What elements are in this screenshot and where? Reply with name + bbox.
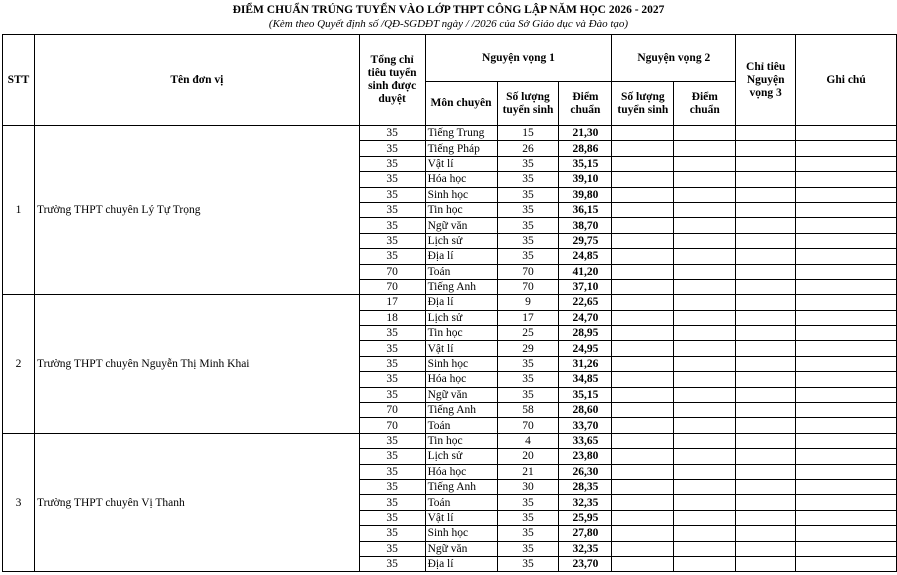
header-note: Ghi chú — [796, 35, 897, 126]
score-cell: 32,35 — [559, 541, 612, 556]
header-total-quota: Tổng chỉ tiêu tuyển sinh được duyệt — [359, 35, 425, 126]
score-wish-2-cell — [674, 126, 736, 141]
total-quota-cell: 35 — [359, 341, 425, 356]
total-quota-cell: 35 — [359, 141, 425, 156]
header-subject: Môn chuyên — [425, 82, 497, 126]
total-quota-cell: 35 — [359, 233, 425, 248]
total-quota-cell: 35 — [359, 156, 425, 171]
score-wish-2-cell — [674, 218, 736, 233]
total-quota-cell: 35 — [359, 126, 425, 141]
total-quota-cell: 35 — [359, 326, 425, 341]
score-wish-2-cell — [674, 264, 736, 279]
wish-3-quota-cell — [736, 526, 796, 541]
note-cell — [796, 556, 897, 571]
score-cell: 23,70 — [559, 556, 612, 571]
total-quota-cell: 35 — [359, 172, 425, 187]
wish-3-quota-cell — [736, 464, 796, 479]
count-wish-2-cell — [612, 556, 674, 571]
score-wish-2-cell — [674, 403, 736, 418]
score-cell: 35,15 — [559, 387, 612, 402]
total-quota-cell: 35 — [359, 356, 425, 371]
subject-cell: Tiếng Pháp — [425, 141, 497, 156]
total-quota-cell: 70 — [359, 418, 425, 433]
count-cell: 35 — [497, 495, 559, 510]
score-cell: 27,80 — [559, 526, 612, 541]
count-cell: 35 — [497, 187, 559, 202]
score-wish-2-cell — [674, 249, 736, 264]
score-cell: 37,10 — [559, 279, 612, 294]
total-quota-cell: 35 — [359, 249, 425, 264]
header-score-wish-1: Điểm chuẩn — [559, 82, 612, 126]
total-quota-cell: 35 — [359, 479, 425, 494]
score-cell: 26,30 — [559, 464, 612, 479]
wish-3-quota-cell — [736, 510, 796, 525]
subject-cell: Hóa học — [425, 372, 497, 387]
count-wish-2-cell — [612, 202, 674, 217]
document-subtitle: (Kèm theo Quyết định số /QĐ-SGDĐT ngày / /2026 của Sở Giáo dục và Đào tạo) — [268, 18, 629, 30]
score-cell: 34,85 — [559, 372, 612, 387]
total-quota-cell: 35 — [359, 449, 425, 464]
note-cell — [796, 141, 897, 156]
subject-cell: Toán — [425, 495, 497, 510]
score-wish-2-cell — [674, 510, 736, 525]
count-wish-2-cell — [612, 418, 674, 433]
score-wish-2-cell — [674, 556, 736, 571]
wish-3-quota-cell — [736, 326, 796, 341]
score-cell: 36,15 — [559, 202, 612, 217]
header-wish-3-quota: Chỉ tiêu Nguyện vọng 3 — [736, 35, 796, 126]
note-cell — [796, 218, 897, 233]
subject-cell: Tin học — [425, 433, 497, 448]
total-quota-cell: 18 — [359, 310, 425, 325]
count-wish-2-cell — [612, 249, 674, 264]
wish-3-quota-cell — [736, 310, 796, 325]
subject-cell: Tin học — [425, 202, 497, 217]
score-wish-2-cell — [674, 172, 736, 187]
count-wish-2-cell — [612, 218, 674, 233]
score-cell: 23,80 — [559, 449, 612, 464]
total-quota-cell: 70 — [359, 264, 425, 279]
wish-3-quota-cell — [736, 372, 796, 387]
count-cell: 70 — [497, 264, 559, 279]
total-quota-cell: 17 — [359, 295, 425, 310]
score-wish-2-cell — [674, 310, 736, 325]
note-cell — [796, 126, 897, 141]
note-cell — [796, 449, 897, 464]
count-cell: 35 — [497, 556, 559, 571]
score-cell: 28,35 — [559, 479, 612, 494]
wish-3-quota-cell — [736, 556, 796, 571]
note-cell — [796, 526, 897, 541]
subject-cell: Toán — [425, 418, 497, 433]
subject-cell: Vật lí — [425, 156, 497, 171]
school-stt: 1 — [3, 126, 35, 295]
score-cell: 33,65 — [559, 433, 612, 448]
note-cell — [796, 187, 897, 202]
subject-cell: Địa lí — [425, 556, 497, 571]
total-quota-cell: 35 — [359, 387, 425, 402]
score-cell: 35,15 — [559, 156, 612, 171]
table-row — [3, 126, 897, 141]
score-cell: 38,70 — [559, 218, 612, 233]
total-quota-cell: 35 — [359, 541, 425, 556]
score-cell: 41,20 — [559, 264, 612, 279]
count-wish-2-cell — [612, 295, 674, 310]
score-cell: 24,70 — [559, 310, 612, 325]
wish-3-quota-cell — [736, 387, 796, 402]
subject-cell: Lịch sử — [425, 449, 497, 464]
count-wish-2-cell — [612, 156, 674, 171]
score-cell: 28,60 — [559, 403, 612, 418]
note-cell — [796, 326, 897, 341]
count-wish-2-cell — [612, 172, 674, 187]
total-quota-cell: 35 — [359, 495, 425, 510]
count-cell: 58 — [497, 403, 559, 418]
header-unit-name: Tên đơn vị — [34, 35, 359, 126]
subject-cell: Lịch sử — [425, 233, 497, 248]
score-wish-2-cell — [674, 156, 736, 171]
wish-3-quota-cell — [736, 433, 796, 448]
score-wish-2-cell — [674, 479, 736, 494]
score-wish-2-cell — [674, 387, 736, 402]
score-wish-2-cell — [674, 341, 736, 356]
score-cell: 25,95 — [559, 510, 612, 525]
school-stt: 3 — [3, 433, 35, 572]
note-cell — [796, 172, 897, 187]
wish-3-quota-cell — [736, 541, 796, 556]
subject-cell: Tiếng Trung — [425, 126, 497, 141]
count-wish-2-cell — [612, 126, 674, 141]
count-cell: 35 — [497, 172, 559, 187]
note-cell — [796, 387, 897, 402]
wish-3-quota-cell — [736, 341, 796, 356]
count-wish-2-cell — [612, 479, 674, 494]
count-cell: 35 — [497, 541, 559, 556]
note-cell — [796, 295, 897, 310]
wish-3-quota-cell — [736, 356, 796, 371]
score-wish-2-cell — [674, 202, 736, 217]
score-cell: 29,75 — [559, 233, 612, 248]
count-wish-2-cell — [612, 433, 674, 448]
score-wish-2-cell — [674, 356, 736, 371]
count-wish-2-cell — [612, 264, 674, 279]
count-wish-2-cell — [612, 356, 674, 371]
school-name: Trường THPT chuyên Vị Thanh — [34, 433, 359, 572]
count-cell: 25 — [497, 326, 559, 341]
count-wish-2-cell — [612, 403, 674, 418]
count-cell: 35 — [497, 526, 559, 541]
score-cell: 21,30 — [559, 126, 612, 141]
school-name: Trường THPT chuyên Nguyễn Thị Minh Khai — [34, 295, 359, 434]
wish-3-quota-cell — [736, 187, 796, 202]
wish-3-quota-cell — [736, 418, 796, 433]
score-cell: 39,80 — [559, 187, 612, 202]
note-cell — [796, 264, 897, 279]
count-cell: 35 — [497, 387, 559, 402]
count-wish-2-cell — [612, 310, 674, 325]
note-cell — [796, 310, 897, 325]
wish-3-quota-cell — [736, 295, 796, 310]
total-quota-cell: 35 — [359, 187, 425, 202]
score-cell: 24,95 — [559, 341, 612, 356]
subject-cell: Lịch sử — [425, 310, 497, 325]
count-cell: 35 — [497, 202, 559, 217]
subject-cell: Vật lí — [425, 510, 497, 525]
score-wish-2-cell — [674, 279, 736, 294]
subject-cell: Sinh học — [425, 356, 497, 371]
count-wish-2-cell — [612, 187, 674, 202]
total-quota-cell: 35 — [359, 526, 425, 541]
count-cell: 35 — [497, 372, 559, 387]
count-cell: 35 — [497, 356, 559, 371]
subject-cell: Hóa học — [425, 464, 497, 479]
score-cell: 28,95 — [559, 326, 612, 341]
header-count-wish-1: Số lượng tuyển sinh — [497, 82, 559, 126]
count-cell: 35 — [497, 249, 559, 264]
header-score-wish-2: Điểm chuẩn — [674, 82, 736, 126]
count-wish-2-cell — [612, 541, 674, 556]
score-wish-2-cell — [674, 326, 736, 341]
score-wish-2-cell — [674, 372, 736, 387]
count-wish-2-cell — [612, 495, 674, 510]
count-cell: 29 — [497, 341, 559, 356]
note-cell — [796, 495, 897, 510]
note-cell — [796, 156, 897, 171]
total-quota-cell: 35 — [359, 464, 425, 479]
total-quota-cell: 70 — [359, 279, 425, 294]
note-cell — [796, 479, 897, 494]
header-wish-2: Nguyện vọng 2 — [612, 35, 736, 82]
score-cell: 22,65 — [559, 295, 612, 310]
table-row — [3, 295, 897, 310]
note-cell — [796, 202, 897, 217]
score-wish-2-cell — [674, 295, 736, 310]
count-cell: 30 — [497, 479, 559, 494]
count-wish-2-cell — [612, 341, 674, 356]
wish-3-quota-cell — [736, 218, 796, 233]
note-cell — [796, 433, 897, 448]
admission-score-table — [2, 34, 897, 572]
wish-3-quota-cell — [736, 249, 796, 264]
note-cell — [796, 510, 897, 525]
count-wish-2-cell — [612, 233, 674, 248]
score-cell: 28,86 — [559, 141, 612, 156]
subject-cell: Ngữ văn — [425, 387, 497, 402]
subject-cell: Tiếng Anh — [425, 403, 497, 418]
count-wish-2-cell — [612, 387, 674, 402]
count-wish-2-cell — [612, 279, 674, 294]
subject-cell: Ngữ văn — [425, 541, 497, 556]
score-wish-2-cell — [674, 187, 736, 202]
header-count-wish-2: Số lượng tuyển sinh — [612, 82, 674, 126]
note-cell — [796, 541, 897, 556]
count-cell: 20 — [497, 449, 559, 464]
wish-3-quota-cell — [736, 202, 796, 217]
score-cell: 31,26 — [559, 356, 612, 371]
note-cell — [796, 356, 897, 371]
school-stt: 2 — [3, 295, 35, 434]
count-wish-2-cell — [612, 526, 674, 541]
subject-cell: Tin học — [425, 326, 497, 341]
count-cell: 21 — [497, 464, 559, 479]
header-wish-1: Nguyện vọng 1 — [425, 35, 612, 82]
count-cell: 17 — [497, 310, 559, 325]
subject-cell: Sinh học — [425, 526, 497, 541]
subject-cell: Ngữ văn — [425, 218, 497, 233]
score-wish-2-cell — [674, 464, 736, 479]
wish-3-quota-cell — [736, 233, 796, 248]
wish-3-quota-cell — [736, 141, 796, 156]
score-cell: 24,85 — [559, 249, 612, 264]
total-quota-cell: 35 — [359, 510, 425, 525]
wish-3-quota-cell — [736, 126, 796, 141]
table-body — [3, 126, 897, 572]
wish-3-quota-cell — [736, 479, 796, 494]
score-cell: 33,70 — [559, 418, 612, 433]
subject-cell: Vật lí — [425, 341, 497, 356]
count-cell: 70 — [497, 418, 559, 433]
score-wish-2-cell — [674, 233, 736, 248]
score-wish-2-cell — [674, 141, 736, 156]
score-wish-2-cell — [674, 541, 736, 556]
wish-3-quota-cell — [736, 172, 796, 187]
note-cell — [796, 249, 897, 264]
count-cell: 35 — [497, 233, 559, 248]
count-cell: 35 — [497, 218, 559, 233]
wish-3-quota-cell — [736, 449, 796, 464]
score-cell: 32,35 — [559, 495, 612, 510]
count-cell: 70 — [497, 279, 559, 294]
total-quota-cell: 35 — [359, 202, 425, 217]
total-quota-cell: 35 — [359, 433, 425, 448]
count-cell: 9 — [497, 295, 559, 310]
score-wish-2-cell — [674, 433, 736, 448]
subject-cell: Sinh học — [425, 187, 497, 202]
score-wish-2-cell — [674, 449, 736, 464]
subject-cell: Địa lí — [425, 295, 497, 310]
wish-3-quota-cell — [736, 156, 796, 171]
note-cell — [796, 418, 897, 433]
count-cell: 4 — [497, 433, 559, 448]
count-wish-2-cell — [612, 141, 674, 156]
score-wish-2-cell — [674, 418, 736, 433]
count-wish-2-cell — [612, 326, 674, 341]
count-cell: 35 — [497, 156, 559, 171]
score-cell: 39,10 — [559, 172, 612, 187]
document-title: ĐIỂM CHUẨN TRÚNG TUYỂN VÀO LỚP THPT CÔNG LẬP NĂM HỌC 2026 - 2027 — [232, 4, 665, 16]
wish-3-quota-cell — [736, 495, 796, 510]
note-cell — [796, 464, 897, 479]
total-quota-cell: 35 — [359, 556, 425, 571]
subject-cell: Địa lí — [425, 249, 497, 264]
subject-cell: Tiếng Anh — [425, 479, 497, 494]
score-wish-2-cell — [674, 526, 736, 541]
note-cell — [796, 341, 897, 356]
wish-3-quota-cell — [736, 403, 796, 418]
school-name: Trường THPT chuyên Lý Tự Trọng — [34, 126, 359, 295]
score-wish-2-cell — [674, 495, 736, 510]
subject-cell: Toán — [425, 264, 497, 279]
count-wish-2-cell — [612, 449, 674, 464]
note-cell — [796, 372, 897, 387]
subject-cell: Hóa học — [425, 172, 497, 187]
wish-3-quota-cell — [736, 279, 796, 294]
count-cell: 35 — [497, 510, 559, 525]
subject-cell: Tiếng Anh — [425, 279, 497, 294]
total-quota-cell: 70 — [359, 403, 425, 418]
count-cell: 15 — [497, 126, 559, 141]
count-wish-2-cell — [612, 510, 674, 525]
count-wish-2-cell — [612, 464, 674, 479]
count-wish-2-cell — [612, 372, 674, 387]
total-quota-cell: 35 — [359, 372, 425, 387]
note-cell — [796, 403, 897, 418]
wish-3-quota-cell — [736, 264, 796, 279]
total-quota-cell: 35 — [359, 218, 425, 233]
table-row — [3, 433, 897, 448]
note-cell — [796, 233, 897, 248]
note-cell — [796, 279, 897, 294]
header-stt: STT — [3, 35, 35, 126]
count-cell: 26 — [497, 141, 559, 156]
